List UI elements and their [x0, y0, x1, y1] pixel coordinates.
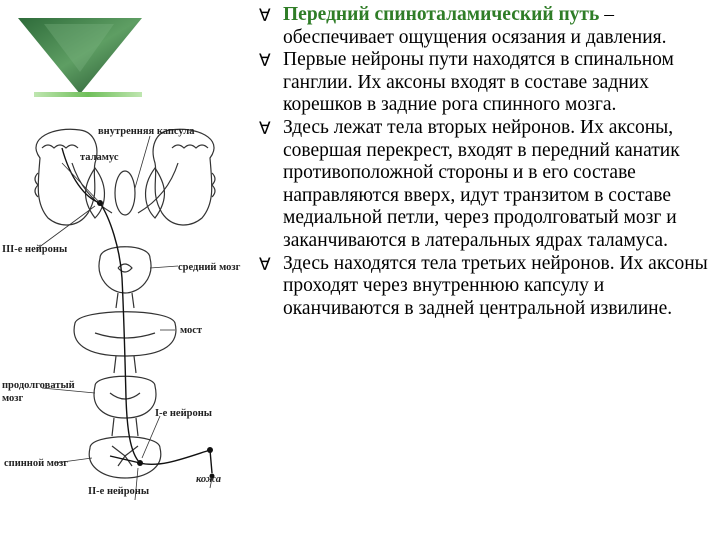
- label-thalamus: таламус: [80, 152, 119, 163]
- label-pons: мост: [180, 325, 203, 336]
- bullet-text: Здесь находятся тела третьих нейронов. Их аксоны проходят через внутреннюю капсулу и оканчиваются в задней центральной извилине.: [283, 252, 708, 319]
- label-third-neurons: III-е нейроны: [2, 244, 68, 255]
- bullet-highlight: Передний спиноталамический путь: [283, 4, 600, 25]
- label-first-neurons: I-е нейроны: [155, 408, 212, 419]
- text-column: [259, 4, 714, 320]
- label-internal-capsule: внутренняя капсула: [98, 126, 195, 137]
- pathway-diagram: [0, 118, 245, 518]
- bullet-text: – обеспечивает ощущения осязания и давления.: [283, 4, 667, 48]
- checkmark-bullet-icon: ∀: [259, 118, 271, 139]
- checkmark-bullet-icon: ∀: [259, 6, 271, 26]
- bullet-item: [259, 117, 714, 253]
- bullet-item: [259, 49, 714, 117]
- label-spinal-cord: спинной мозг: [4, 458, 69, 469]
- checkmark-bullet-icon: ∀: [259, 51, 271, 72]
- label-second-neurons: II-е нейроны: [88, 486, 150, 497]
- bullet-text: Первые нейроны пути находятся в спинальном ганглии. Их аксоны входят в составе задних корешков в задние рога спинного мозга.: [283, 49, 674, 116]
- decorative-bar: [34, 92, 142, 97]
- bullet-item: [259, 253, 714, 321]
- decorative-triangle: [14, 14, 164, 96]
- bullet-item: [259, 4, 714, 49]
- label-medulla-line2: мозг: [2, 393, 24, 404]
- label-midbrain: средний мозг: [178, 262, 241, 273]
- bullet-text: Здесь лежат тела вторых нейронов. Их аксоны, совершая перекрест, входят в передний канатик противоположной стороны и в его составе направляются вверх, идут транзитом в составе медиальной петли, через продолговатый мозг и заканчиваются в латеральных ядрах таламуса.: [283, 116, 680, 251]
- checkmark-bullet-icon: ∀: [259, 254, 271, 275]
- label-skin: кожа: [196, 474, 222, 485]
- label-medulla-line1: продолговатый: [2, 380, 75, 391]
